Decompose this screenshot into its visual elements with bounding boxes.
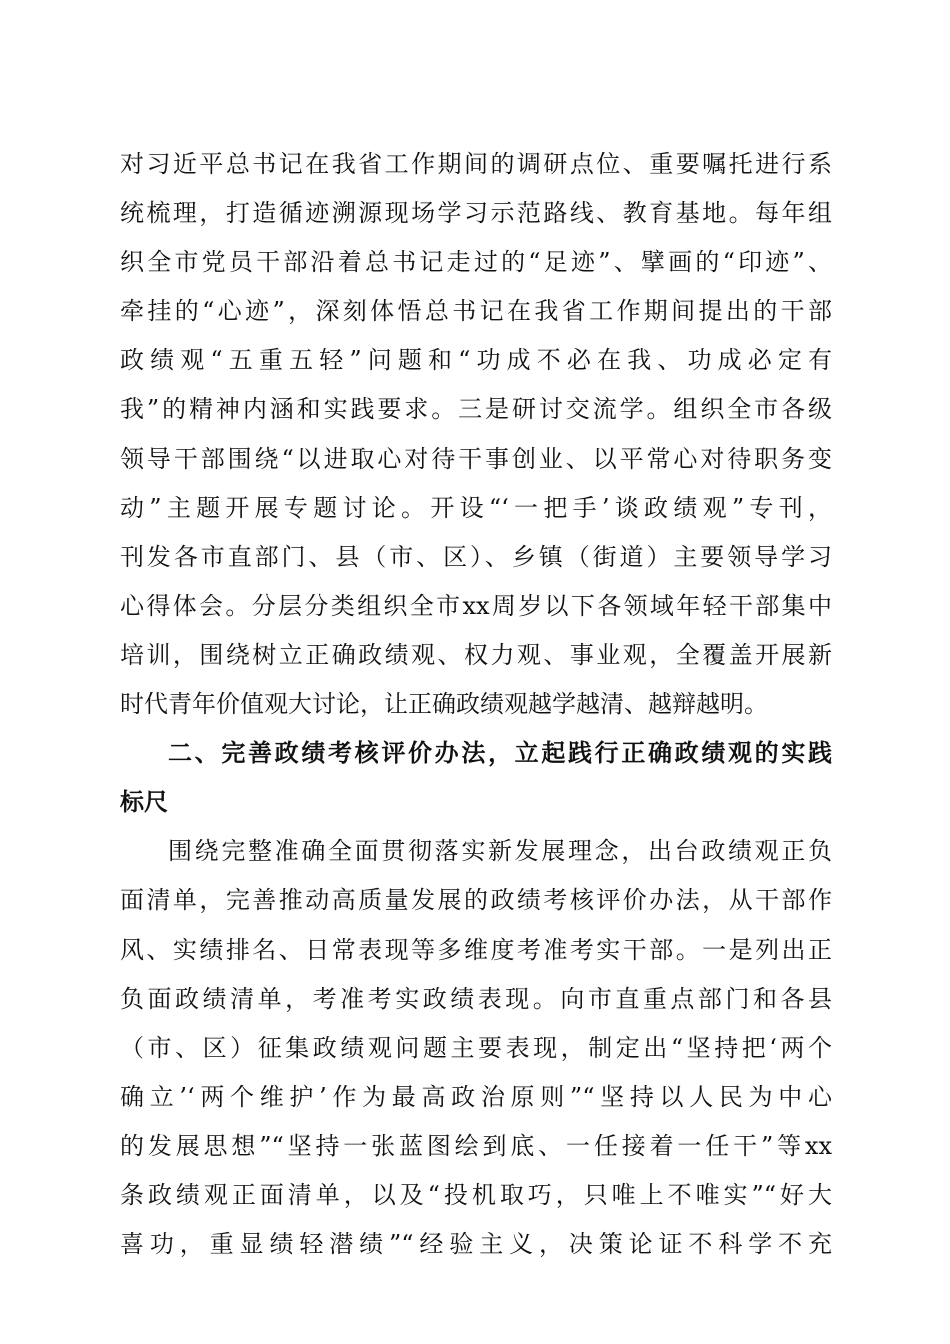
paragraph-2-line: 的发展思想”“坚持一张蓝图绘到底、一任接着一任干”等xx	[120, 1131, 832, 1160]
paragraph-1-line: 织全市党员干部沿着总书记走过的“足迹”、擘画的“印迹”、	[120, 248, 832, 277]
paragraph-1-line: 牵挂的“心迹”，深刻体悟总书记在我省工作期间提出的干部	[120, 297, 832, 326]
paragraph-2-line: 喜功，重显绩轻潜绩”“经验主义，决策论证不科学不充	[120, 1230, 832, 1259]
paragraph-2-line: 负面政绩清单，考准考实政绩表现。向市直重点部门和各县	[120, 984, 832, 1013]
paragraph-1-line: 对习近平总书记在我省工作期间的调研点位、重要嘱托进行系	[120, 150, 832, 178]
paragraph-1-line: 我”的精神内涵和实践要求。三是研讨交流学。组织全市各级	[120, 395, 832, 424]
paragraph-1-line: 时代青年价值观大讨论，让正确政绩观越学越清、越辩越明。	[120, 690, 768, 719]
paragraph-1-line: 培训，围绕树立正确政绩观、权力观、事业观，全覆盖开展新	[120, 640, 832, 669]
paragraph-1-line: 刊发各市直部门、县（市、区）、乡镇（街道）主要领导学习	[120, 542, 832, 571]
paragraph-2-line: 面清单，完善推动高质量发展的政绩考核评价办法，从干部作	[120, 886, 832, 915]
paragraph-1-line: 动”主题开展专题讨论。开设“‘一把手’谈政绩观”专刊，	[120, 493, 832, 522]
paragraph-1-line: 领导干部围绕“以进取心对待干事创业、以平常心对待职务变	[120, 444, 832, 473]
paragraph-2-line: 风、实绩排名、日常表现等多维度考准考实干部。一是列出正	[120, 935, 832, 964]
section-heading-line: 标尺	[120, 788, 168, 817]
paragraph-1-line: 政绩观“五重五轻”问题和“功成不必在我、功成必定有	[120, 346, 832, 375]
paragraph-1-line: 统梳理，打造循迹溯源现场学习示范路线、教育基地。每年组	[120, 199, 832, 228]
paragraph-1-line: 心得体会。分层分类组织全市xx周岁以下各领域年轻干部集中	[120, 591, 832, 620]
paragraph-2-line: 条政绩观正面清单，以及“投机取巧，只唯上不唯实”“好大	[120, 1180, 832, 1209]
paragraph-2-line: 确立’‘两个维护’作为最高政治原则”“坚持以人民为中心	[120, 1082, 832, 1111]
document-body	[120, 140, 832, 1269]
section-heading-line: 二、完善政绩考核评价办法，立起践行正确政绩观的实践	[168, 739, 832, 768]
paragraph-2-line: （市、区）征集政绩观问题主要表现，制定出“坚持把‘两个	[120, 1033, 832, 1062]
paragraph-2-line: 围绕完整准确全面贯彻落实新发展理念，出台政绩观正负	[168, 837, 832, 866]
